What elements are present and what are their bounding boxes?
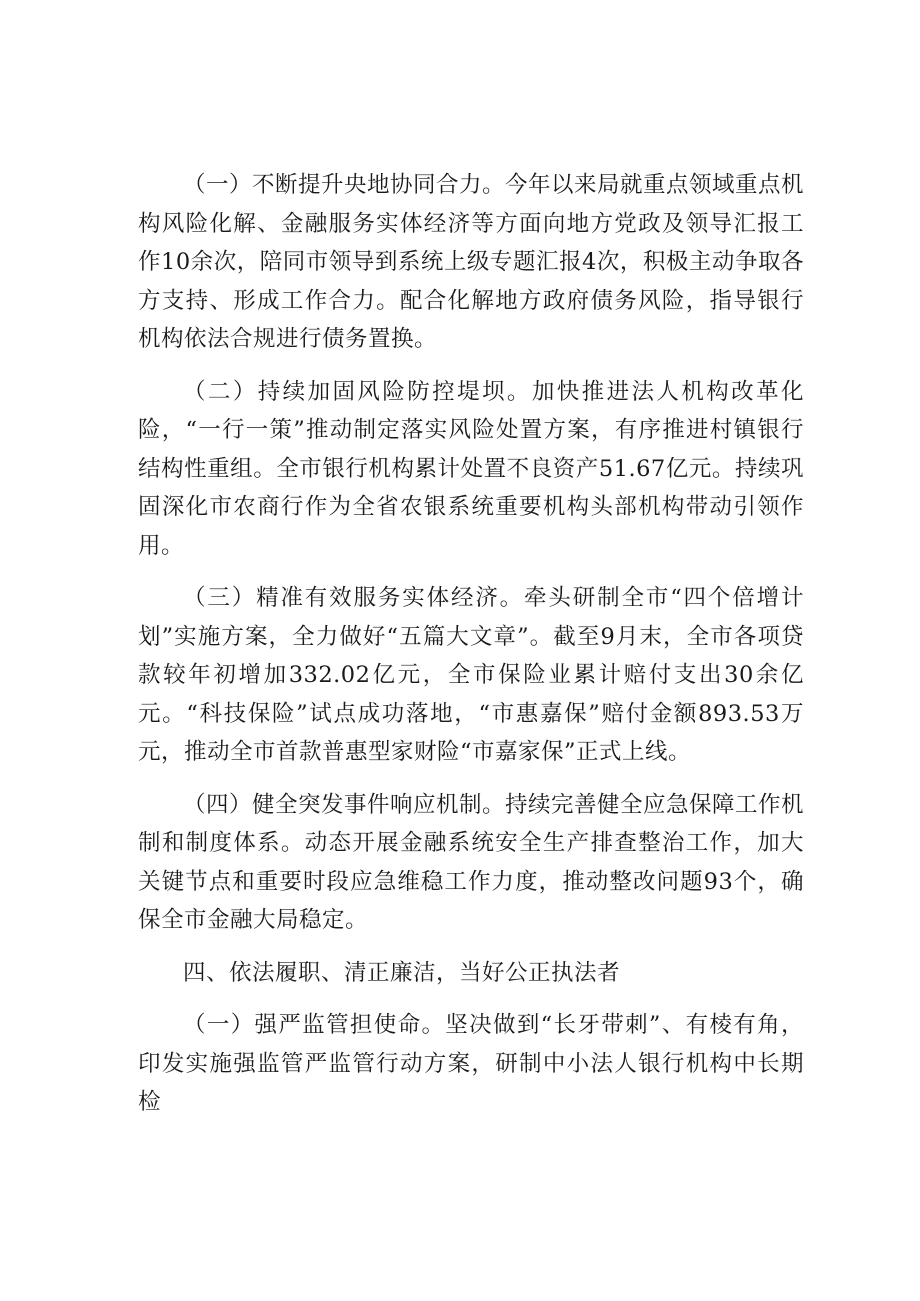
paragraph-risk-prevention: （二）持续加固风险防控堤坝。加快推进法人机构改革化险，“一行一策”推动制定落实风险处置方案，有序推进村镇银行结构性重组。全市银行机构累计处置不良资产51.67亿元。持续巩固深化市农商行作为全省农银系统重要机构头部机构带动引领作用。	[138, 378, 804, 559]
paragraph-serve-real-economy: （三）精准有效服务实体经济。牵头研制全市“四个倍增计划”实施方案，全力做好“五篇大文章”。截至9月末，全市各项贷款较年初增加332.02亿元，全市保险业累计赔付支出30余亿元。“科技保险”试点成功落地，“市惠嘉保”赔付金额893.53万元，推动全市首款普惠型家财险“市嘉家保”正式上线。	[138, 585, 804, 765]
paragraph-strict-supervision: （一）强严监管担使命。坚决做到“长牙带刺”、有棱有角，印发实施强监管严监管行动方案，研制中小法人银行机构中长期检	[138, 1012, 804, 1115]
paragraph-central-local-coordination: （一）不断提升央地协同合力。今年以来局就重点领域重点机构风险化解、金融服务实体经济等方面向地方党政及领导汇报工作10余次，陪同市领导到系统上级专题汇报4次，积极主动争取各方支持、形成工作合力。配合化解地方政府债务风险，指导银行机构依法合规进行债务置换。	[138, 172, 805, 352]
section-heading: 四、依法履职、清正廉洁，当好公正执法者	[183, 959, 621, 986]
document-body	[138, 166, 804, 1136]
paragraph-emergency-response: （四）健全突发事件响应机制。持续完善健全应急保障工作机制和制度体系。动态开展金融系统安全生产排查整治工作，加大关键节点和重要时段应急维稳工作力度，推动整改问题93个，确保全市金融大局稳定。	[138, 791, 805, 933]
